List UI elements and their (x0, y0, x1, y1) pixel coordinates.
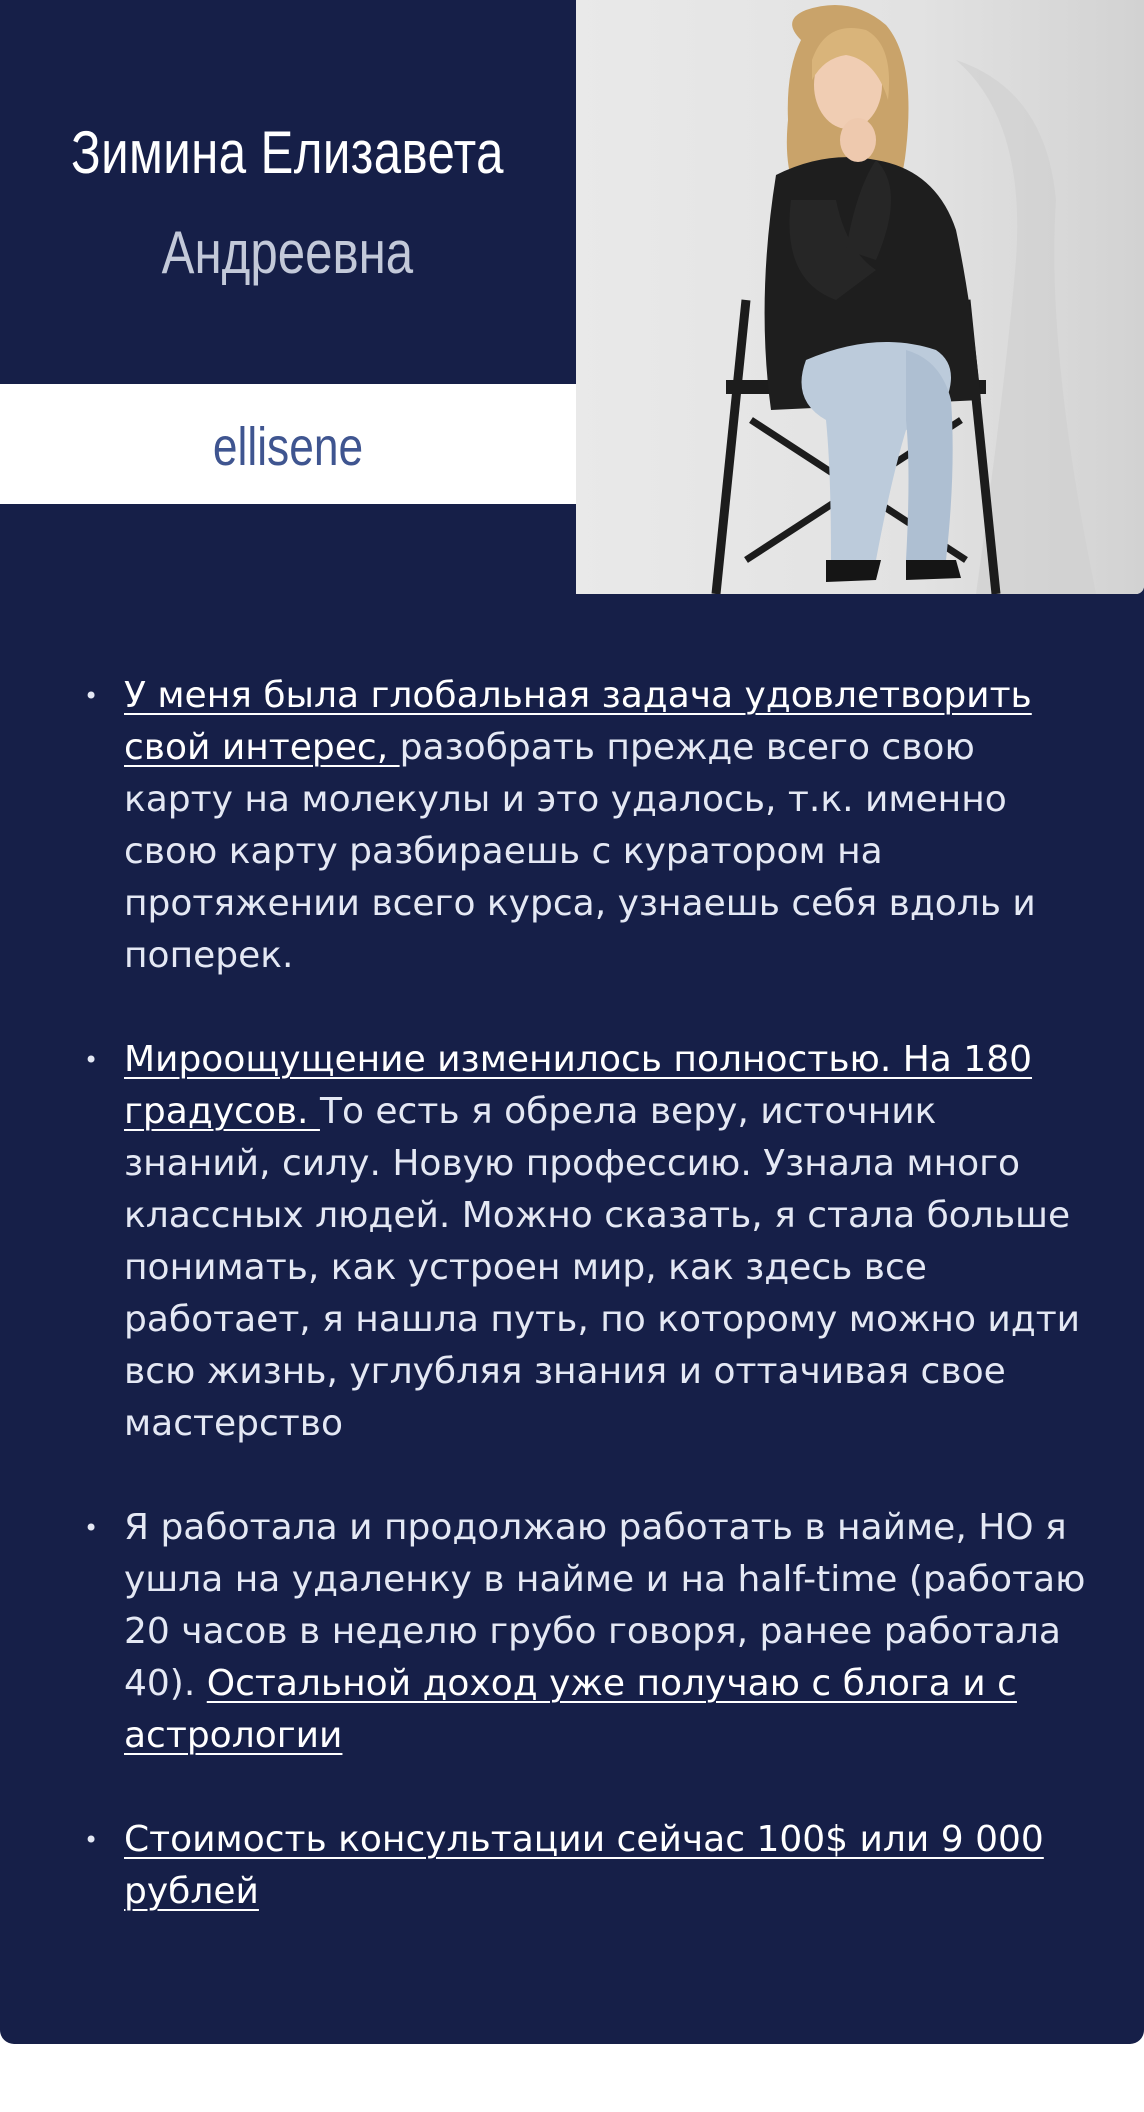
list-item (84, 670, 1094, 982)
portrait-photo (576, 0, 1144, 594)
list-item (84, 1502, 1094, 1762)
portrait-photo-icon (576, 0, 1144, 594)
item-text: разобрать прежде всего свою карту на молекулы и это удалось, т.к. именно свою карту разбираешь с куратором на протяжении всего курса, узнаешь себя вдоль и поперек. (124, 727, 1036, 976)
person-patronymic: Андреевна (161, 219, 414, 286)
highlight-text: У меня была глобальная задача удовлетворить свой интерес, (124, 675, 1032, 768)
highlight-text: Остальной доход уже получаю с блога и с астрологии (124, 1663, 1017, 1756)
person-name: Зимина Елизавета (70, 119, 504, 186)
list-item (84, 1034, 1094, 1450)
nickname-bar (0, 384, 576, 504)
item-text: То есть я обрела веру, источник знаний, силу. Новую профессию. Узнала много классных людей. Можно сказать, я стала больше понимать, как устроен мир, как здесь все работает, я нашла путь, по которому можно идти всю жизнь, углубляя знания и оттачивая свое мастерство (124, 1091, 1081, 1444)
testimonial-list (84, 670, 1094, 1970)
nickname: ellisene (212, 417, 364, 477)
highlight-text: Стоимость консультации сейчас 100$ или 9 000 рублей (124, 1819, 1044, 1912)
item-text: Я работала и продолжаю работать в найме, НО я ушла на удаленку в найме и на half-time (работаю 20 часов в неделю грубо говоря, ранее работала 40). (124, 1507, 1086, 1704)
list-item (84, 1814, 1094, 1918)
highlight-text: Мироощущение изменилось полностью. На 180 градусов. (124, 1039, 1033, 1132)
